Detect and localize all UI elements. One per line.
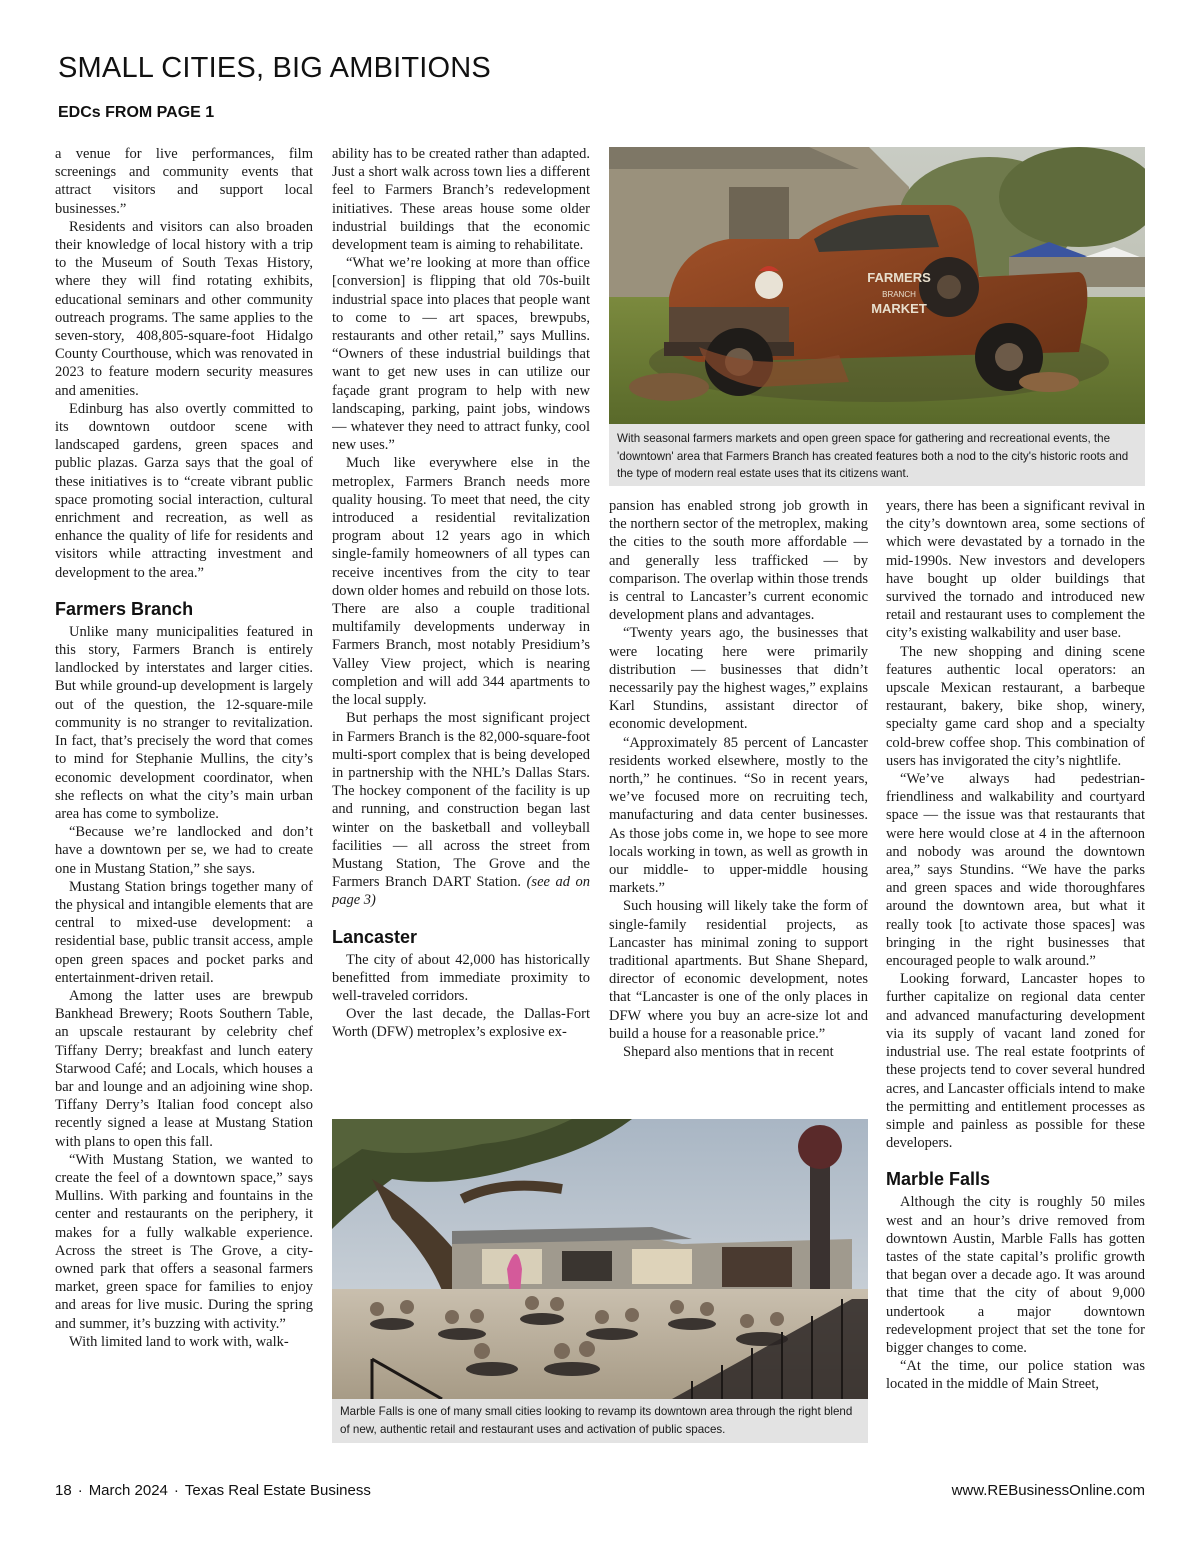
paragraph: Although the city is roughly 50 miles west and an hour’s drive removed from downtown Austin, Marble Falls has gotten tastes of the state capital’s prolific growth that began over a decade ago. It was around that time that the city of about 9,000 undertook a major downtown redevelopment project that set the tone for bigger changes to come. [886, 1194, 1145, 1356]
paragraph: “Because we’re landlocked and don’t have a downtown per se, we had to create one in Mustang Station,” she says. [55, 824, 313, 877]
page-number: 18 [55, 1482, 72, 1499]
publication-name: Texas Real Estate Business [184, 1482, 371, 1499]
subheading-farmers-branch: Farmers Branch [55, 598, 194, 619]
paragraph: Much like everywhere else in the metroplex, Farmers Branch needs more quality housing. To meet that need, the city introduced a residential revitalization program about 12 years ago in which single-family homeowners of all types can receive incentives from the city to tear down older homes and rebuild on those lots. There are also a couple traditional multifamily developments underway in Farmers Branch, most notably Presidium’s Valley View project, which is nearing completion and will add 344 apartments to the local supply. [332, 455, 590, 709]
truck-door-text-line-1: FARMERS [867, 270, 931, 285]
paragraph: “Approximately 85 percent of Lancaster residents worked elsewhere, mostly to the north,” he continues. “So in recent years, we’ve focused more on recruiting tech, manufacturing and data center businesses. As those jobs come in, we hope to see more locals working in town, as well as growth in our middle- to upper-middle housing markets.” [609, 734, 868, 897]
paragraph: Over the last decade, the Dallas-Fort Worth (DFW) metroplex’s explosive ex- [332, 1006, 590, 1041]
paragraph: Looking forward, Lancaster hopes to further capitalize on regional data center and advanced manufacturing development via its supply of vacant land zoned for industrial use. The real estate footprints of these projects tend to cover several hundred acres, and Lancaster officials intend to make the permitting and entitlement processes as simple and painless as possible for these developers. [886, 971, 1145, 1152]
paragraph: pansion has enabled strong job growth in the northern sector of the metroplex, making the cities to the south more affordable — and generally less trafficked — by comparison. The overlap within those trends is central to Lancaster’s current economic development plans and advantages. [609, 498, 868, 624]
footer-separator: · [77, 1482, 83, 1499]
paragraph: Mustang Station brings together many of the physical and intangible elements that are central to mixed-use development: a residential base, public transit access, ample open green spaces and pocket parks and entertainment-driven retail. [55, 878, 313, 986]
paragraph: Shepard also mentions that in recent [623, 1044, 834, 1061]
outdoor-dining-patio-photo [332, 1119, 868, 1399]
paragraph: years, there has been a significant revival in the city’s downtown area, some sections of which were devastated by a tornado in the mid-1990s. New investors and developers have bought up older buildings that survived the tornado and introduced new retail and restaurant uses to complement the city’s existing walkability and user base. [886, 498, 1145, 642]
continuation-label: EDCs FROM PAGE 1 [58, 104, 215, 121]
paragraph [332, 709, 590, 909]
paragraph: Edinburg has also overtly committed to its downtown outdoor scene with landscaped gardens, green spaces and public plazas. Garza says that the goal of these initiatives is to “create vibrant public space promoting social interaction, cultural enrichment and recreation, as well as enhance the quality of life for residents and visitors while attracting investment and development to the area.” [55, 400, 313, 581]
subheading-lancaster: Lancaster [332, 926, 418, 947]
paragraph: ability has to be created rather than adapted. Just a short walk across town lies a different feel to Farmers Branch’s redevelopment initiatives. These areas house some older industrial buildings that the economic development team is aiming to rehabilitate. [332, 146, 590, 254]
paragraph: “At the time, our police station was located in the middle of Main Street, [886, 1358, 1145, 1393]
farmers-market-truck-photo [609, 147, 1145, 424]
footer-separator: · [173, 1482, 179, 1499]
paragraph: Unlike many municipalities featured in this story, Farmers Branch is entirely landlocked by interstates and larger cities. But while ground-up development is largely out of the question, the 12-square-mile community is no stranger to revitalization. In fact, that’s precisely the word that comes to mind for Stephanie Mullins, the city’s economic development coordinator, when she reflects on what the city’s main urban area has come to symbolize. [55, 623, 313, 822]
article-column-3 [609, 497, 868, 1109]
paragraph: “We’ve always had pedestrian-friendliness and walkability and courtyard space — the issue was that restaurants that were here would close at 4 in the afternoon and nobody was around the downtown area,” says Stundins. “We have the parks and green spaces and wide thoroughfares around the downtown area, but what it really took [to activate those spaces] was bringing in the right businesses that encouraged people to walk around.” [886, 771, 1145, 970]
issue-date: March 2024 [88, 1482, 168, 1499]
article-column-1 [55, 145, 313, 1480]
paragraph: The new shopping and dining scene features authentic local operators: an upscale Mexican restaurant, a barbeque restaurant, bakery, bike shop, winery, specialty game card shop and a specialty cold-brew coffee shop. This combination of users has invigorated the city’s nightlife. [886, 643, 1145, 769]
paragraph: With limited land to work with, walk- [69, 1333, 289, 1350]
ad-reference: (see ad on page 3) [332, 874, 590, 909]
article-column-2 [332, 145, 590, 1105]
truck-door-text-line-2: BRANCH [882, 290, 916, 299]
paragraph: Among the latter uses are brewpub Bankhead Brewery; Roots Southern Table, an upscale restaurant by celebrity chef Tiffany Derry; breakfast and lunch eatery Starwood Café; and Locals, which houses a bar and lounge and an adjoining wine shop. Tiffany Derry’s Italian food concept also recently signed a lease at Mustang Station with plans to open this fall. [55, 987, 313, 1150]
paragraph: “With Mustang Station, we wanted to create the feel of a downtown space,” says Mullins. With parking and fountains in the center and restaurants on the periphery, it makes for a fully walkable experience. Across the street is The Grove, a city-owned park that offers a seasonal farmers market, green space for families to enjoy and areas for live music. During the spring and summer, it’s buzzing with activity.” [55, 1151, 313, 1332]
truck-door-text-line-3: MARKET [871, 301, 927, 316]
patio-photo-caption: Marble Falls is one of many small cities looking to revamp its downtown area through the right blend of new, authentic retail and restaurant uses and activation of public spaces. [332, 1399, 868, 1443]
footer-left [55, 1482, 371, 1499]
paragraph: Residents and visitors can also broaden their knowledge of local history with a trip to the Museum of South Texas History, where they will find rotating exhibits, educational seminars and other community outreach programs. The same applies to the seven-story, 408,805-square-foot Hidalgo County Courthouse, which was renovated in 2023 to feature modern security measures and amenities. [55, 218, 313, 399]
section-title: SMALL CITIES, BIG AMBITIONS [58, 52, 491, 84]
paragraph: Such housing will likely take the form of single-family residential projects, as Lancaster has minimal zoning to support traditional apartments. But Shane Shepard, director of economic development, notes that “Lancaster is one of the only places in DFW where you buy an acre-size lot and build a house for a reasonable price.” [609, 898, 868, 1042]
paragraph-text: But perhaps the most significant project in Farmers Branch is the 82,000-square-foot multi-sport complex that is being developed in partnership with the NHL’s Dallas Stars. The hockey component of the facility is up and running, and construction began last winter on the basketball and volleyball facilities — all across the street from Mustang Station, The Grove and the Farmers Branch DART Station. [332, 710, 590, 891]
subheading-marble-falls: Marble Falls [886, 1169, 991, 1190]
truck-photo-caption: With seasonal farmers markets and open green space for gathering and recreational events, the 'downtown' area that Farmers Branch has created features both a nod to the city's historic roots and the type of modern real estate uses that its citizens want. [609, 424, 1145, 486]
page-footer [55, 1482, 1145, 1499]
paragraph: The city of about 42,000 has historically benefitted from immediate proximity to well-traveled corridors. [332, 951, 590, 1004]
paragraph: “Twenty years ago, the businesses that were locating here were primarily distribution — businesses that didn’t necessarily pay the highest wages,” explains Karl Stundins, assistant director of economic development. [609, 625, 868, 733]
paragraph: a venue for live performances, film screenings and community events that attract visitors and support local businesses.” [55, 146, 313, 217]
paragraph: “What we’re looking at more than office [conversion] is flipping that old 70s-built industrial space into places that people want to come to — art spaces, brewpubs, restaurants and other retail,” says Mullins. “Owners of these industrial buildings that want to get new uses in can utilize our façade grant program to help with new landscaping, parking, paint jobs, windows — whatever they need to attract funky, cool new uses.” [332, 255, 590, 454]
website-link[interactable]: www.REBusinessOnline.com [951, 1482, 1145, 1499]
article-column-4 [886, 497, 1145, 1480]
